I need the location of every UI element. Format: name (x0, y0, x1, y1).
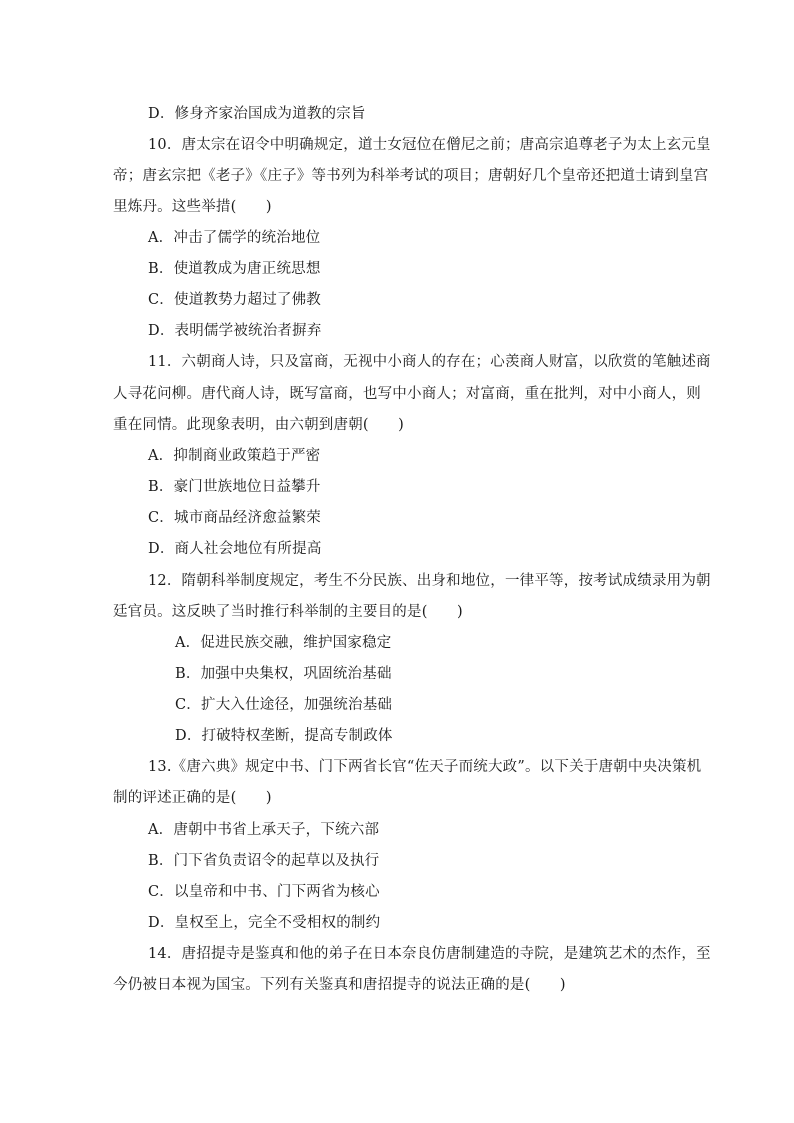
q13-option-b (148, 851, 379, 871)
q11-option-d (148, 539, 322, 559)
option-text: 门下省负责诏令的起草以及执行 (173, 853, 380, 869)
option-text: 豪门世族地位日益攀升 (173, 479, 321, 495)
option-letter: D． (175, 728, 202, 744)
option-letter: A． (175, 635, 201, 651)
option-letter: C． (148, 292, 174, 308)
option-text: 抑制商业政策趋于严密 (173, 448, 321, 464)
q14-stem-line-1: 14．唐招提寺是鉴真和他的弟子在日本奈良仿唐制建造的寺院，是建筑艺术的杰作，至 (148, 946, 711, 962)
q10-option-d (148, 321, 322, 341)
q12-option-d (175, 726, 393, 746)
option-text: 唐朝中书省上承天子，下统六部 (173, 822, 380, 838)
q12-option-a (175, 633, 391, 653)
option-letter: C． (148, 884, 174, 900)
option-text: 皇权至上，完全不受相权的制约 (174, 915, 381, 931)
q13-stem-line-2: 制的评述正确的是( ) (113, 790, 272, 806)
q10-option-b (148, 259, 321, 279)
option-text: 使道教势力超过了佛教 (174, 292, 321, 308)
option-letter: B． (175, 666, 201, 682)
q13-stem-line-1: 13.《唐六典》规定中书、门下两省长官“佐天子而统大政”。以下关于唐朝中央决策机 (148, 759, 702, 775)
option-letter: A． (148, 230, 174, 246)
option-letter: C． (175, 697, 201, 713)
option-letter: B． (148, 479, 174, 495)
option-text: 修身齐家治国成为道教的宗旨 (174, 106, 366, 122)
option-letter: B． (148, 261, 174, 277)
q14-stem-line-2: 今仍被日本视为国宝。下列有关鉴真和唐招提寺的说法正确的是( ) (113, 977, 566, 993)
option-letter: B． (148, 853, 174, 869)
option-text: 加强中央集权，巩固统治基础 (200, 666, 392, 682)
q12-stem-line-1: 12．隋朝科举制度规定，考生不分民族、出身和地位，一律平等，按考试成绩录用为朝 (148, 573, 711, 589)
q10-option-c (148, 290, 321, 310)
option-text: 城市商品经济愈益繁荣 (174, 510, 321, 526)
q12-option-b (175, 664, 392, 684)
option-text: 表明儒学被统治者摒弃 (174, 323, 322, 339)
q13-option-c (148, 882, 380, 902)
q11-stem-line-2: 人寻花问柳。唐代商人诗，既写富商，也写中小商人；对富商，重在批判，对中小商人，则 (113, 386, 701, 402)
option-letter: D． (148, 915, 175, 931)
option-letter: D． (148, 106, 175, 122)
q11-option-c (148, 508, 321, 528)
q11-option-a (148, 446, 320, 466)
option-letter: D． (148, 323, 175, 339)
q11-stem-line-1: 11．六朝商人诗，只及富商，无视中小商人的存在；心羡商人财富，以欣赏的笔触述商 (148, 354, 711, 370)
q13-option-a (148, 820, 379, 840)
option-letter: A． (148, 822, 174, 838)
q10-stem-line-2: 帝；唐玄宗把《老子》《庄子》等书列为科举考试的项目；唐朝好几个皇帝还把道士请到皇宫 (113, 168, 709, 184)
q13-option-d (148, 913, 380, 933)
q12-stem-line-2: 廷官员。这反映了当时推行科举制的主要目的是( ) (113, 604, 463, 620)
q10-stem-line-3: 里炼丹。这些举措( ) (113, 199, 272, 215)
option-letter: D． (148, 541, 175, 557)
option-text: 商人社会地位有所提高 (174, 541, 322, 557)
option-letter: C． (148, 510, 174, 526)
q11-option-b (148, 477, 321, 497)
q11-stem-line-3: 重在同情。此现象表明，由六朝到唐朝( ) (113, 417, 405, 433)
option-text: 使道教成为唐正统思想 (173, 261, 321, 277)
option-text: 打破特权垄断，提高专制政体 (201, 728, 393, 744)
option-text: 以皇帝和中书、门下两省为核心 (174, 884, 380, 900)
q10-stem-line-1: 10．唐太宗在诏令中明确规定，道士女冠位在僧尼之前；唐高宗追尊老子为太上玄元皇 (148, 137, 711, 153)
option-text: 冲击了儒学的统治地位 (173, 230, 321, 246)
option-text: 促进民族交融，维护国家稳定 (200, 635, 392, 651)
q12-option-c (175, 695, 392, 715)
q9-option-d (148, 104, 366, 124)
option-letter: A． (148, 448, 174, 464)
option-text: 扩大入仕途径，加强统治基础 (201, 697, 393, 713)
q10-option-a (148, 228, 320, 248)
